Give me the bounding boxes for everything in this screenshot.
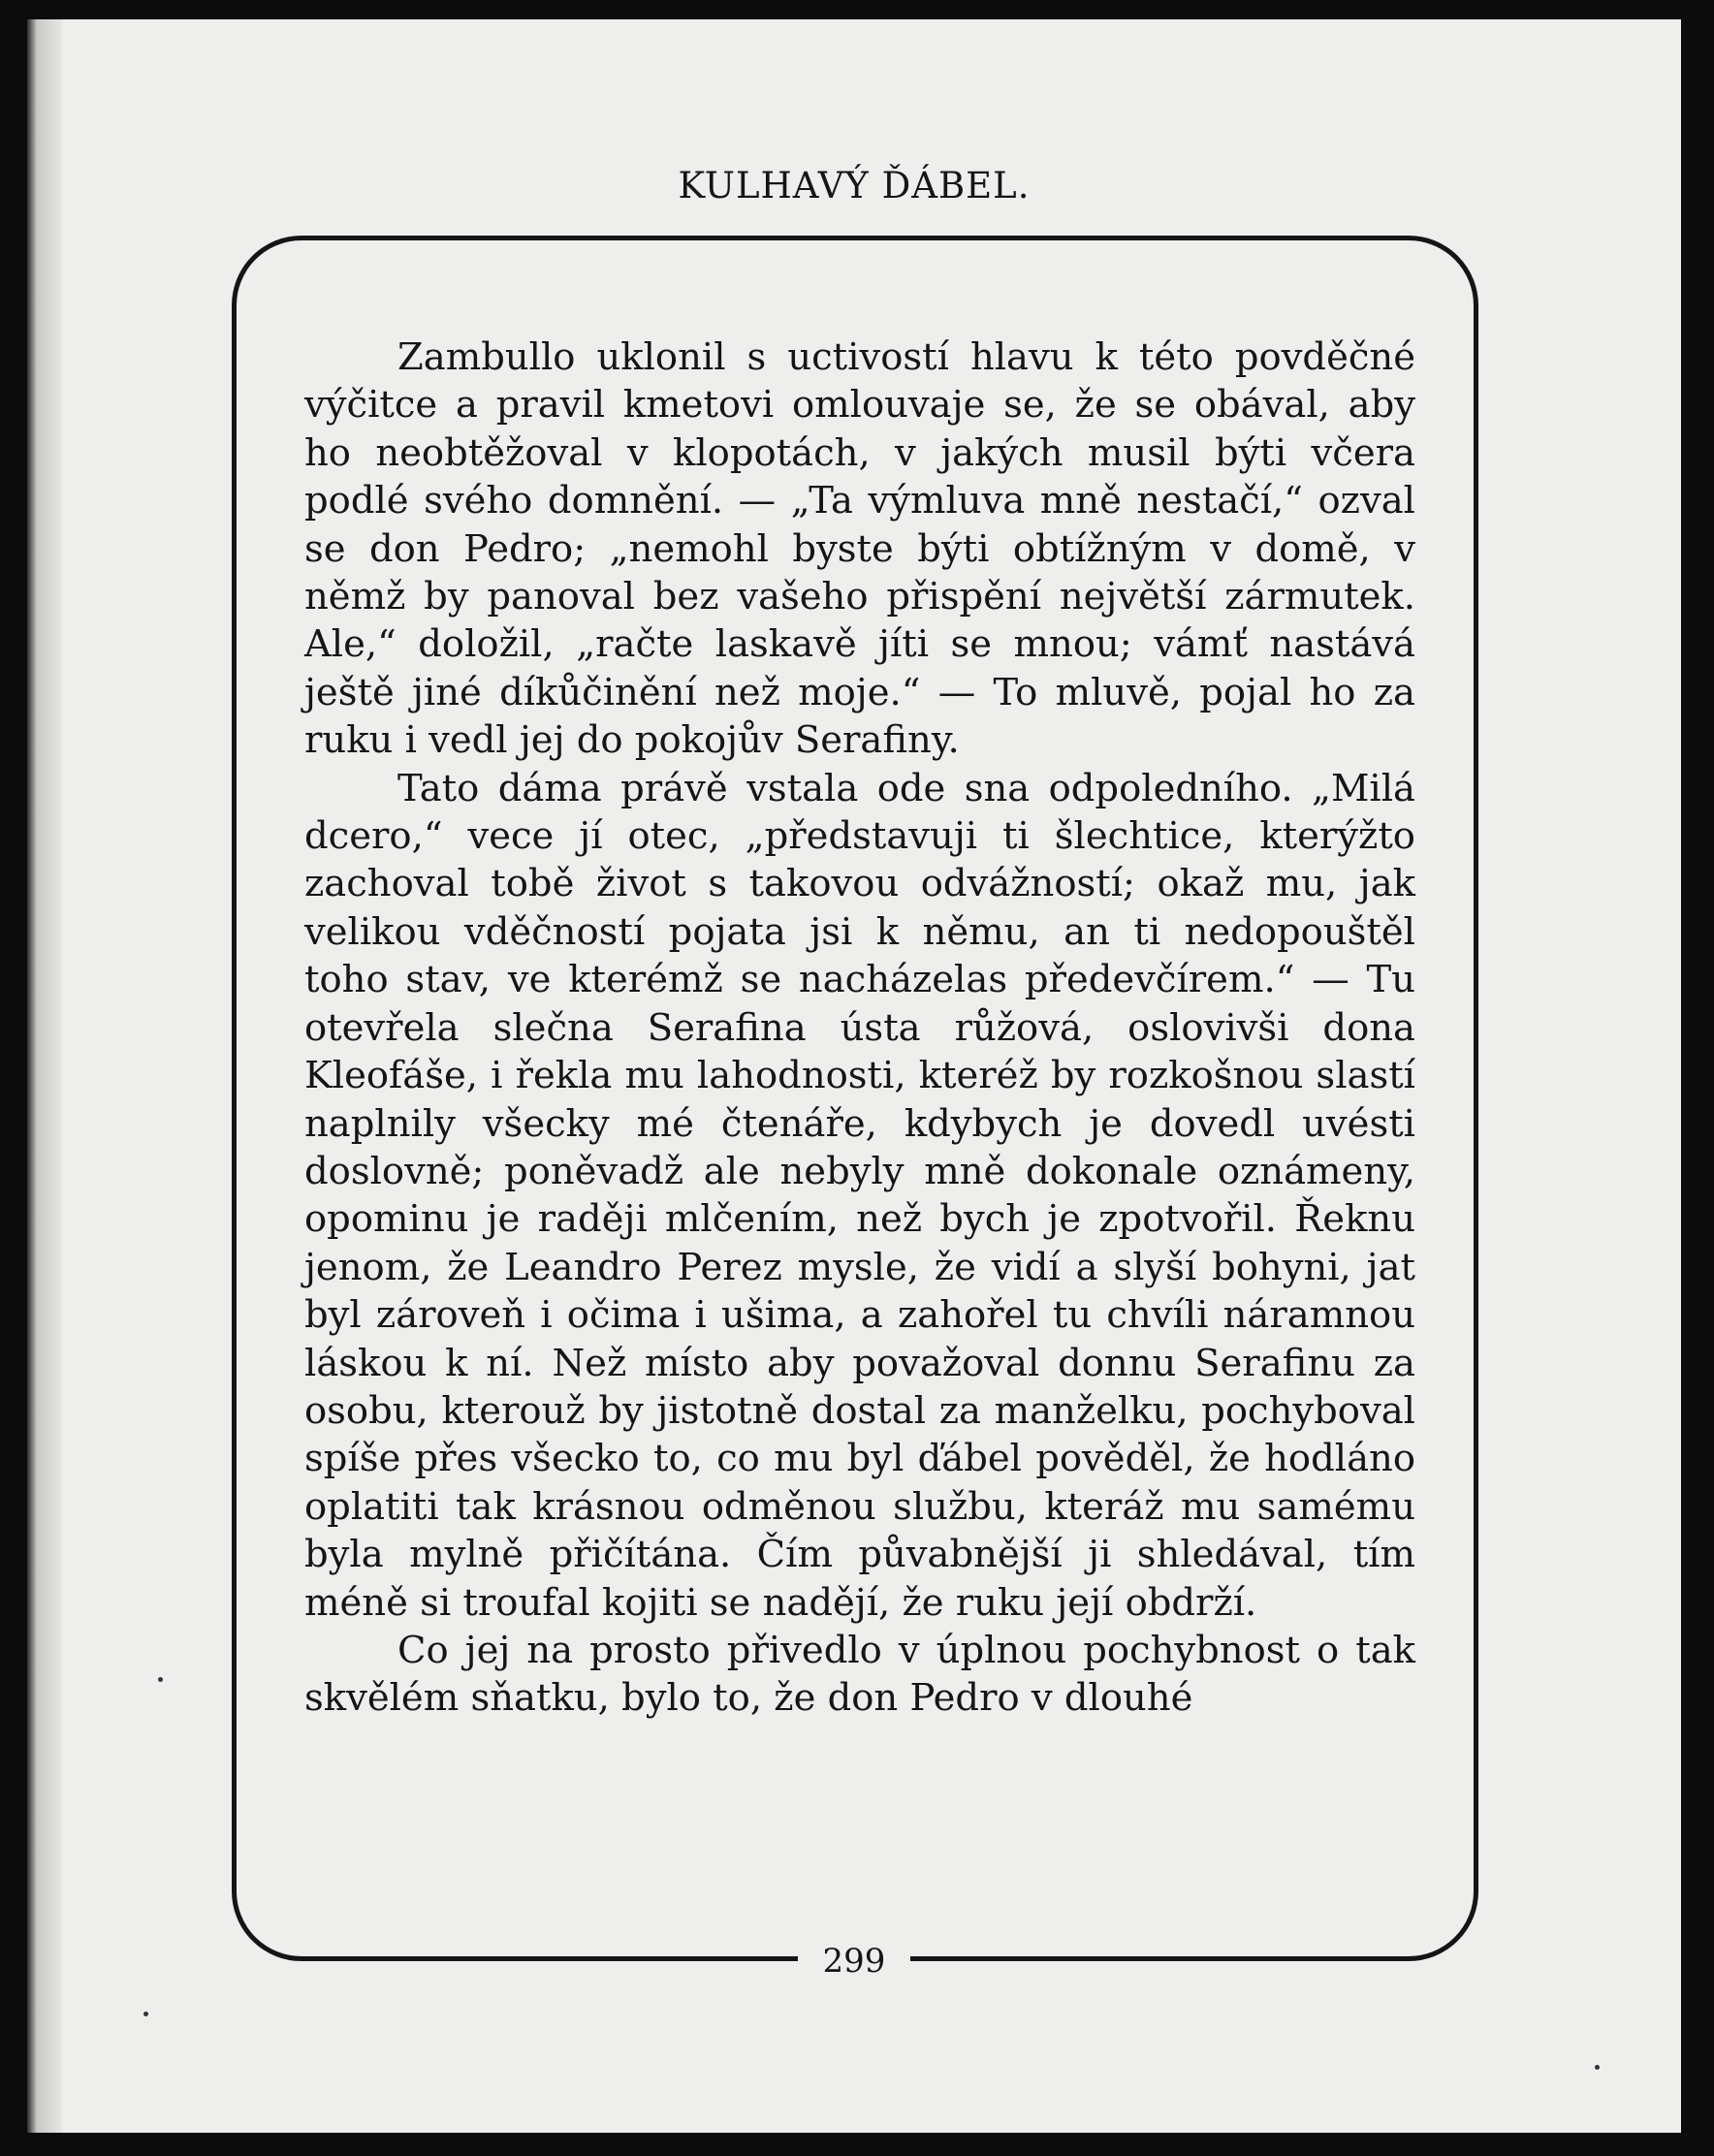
book-page xyxy=(27,19,1681,2133)
body-text xyxy=(304,333,1415,1723)
page-gutter-shadow xyxy=(27,19,62,2133)
paragraph-2: Tato dáma právě vstala ode sna odpoledního. „Milá dcero,“ vece jí otec, „představuji ti šlechtice, kterýžto zachoval tobě život s takovou odvážností; okaž mu, jak velikou vděčností pojata jsi k němu, an ti nedopouštěl toho stav, ve kterémž se nacházelas předevčírem.“ — Tu otevřela slečna Serafina ústa růžová, oslovivši dona Kleofáše, i řekla mu lahodnosti, kteréž by rozkošnou slastí naplnily všecky mé čtenáře, kdybych je dovedl uvésti doslovně; poněvadž ale nebyly mně dokonale oznámeny, opominu je raději mlčením, než bych je zpotvořil. Řeknu jenom, že Leandro Perez mysle, že vidí a slyší bohyni, jat byl zároveň i očima i ušima, a zahořel tu chvíli náramnou láskou k ní. Než místo aby považoval donnu Serafinu za osobu, kterouž by jistotně dostal za manželku, pochyboval spíše přes všecko to, co mu byl ďábel pověděl, že hodláno oplatiti tak krásnou odměnou službu, kteráž mu samému byla mylně přičítána. Čím půvabnější ji shledával, tím méně si troufal kojiti se nadějí, že ruku její obdrží. xyxy=(304,766,1415,1625)
paragraph-3: Co jej na prosto přivedlo v úplnou pochybnost o tak skvělém sňatku, bylo to, že don Pedro v dlouhé xyxy=(304,1628,1415,1721)
page-number: 299 xyxy=(798,1934,911,1988)
paragraph-1: Zambullo uklonil s uctivostí hlavu k této povděčné výčitce a pravil kmetovi omlouvaje se, že se obával, aby ho neobtěžoval v klopotách, v jakých musil býti včera podlé svého domnění. — „Ta výmluva mně nestačí,“ ozval se don Pedro; „nemohl byste býti obtížným v domě, v němž by panoval bez vašeho přispění největší zármutek. Ale,“ doložil, „račte laskavě jíti se mnou; vámť nastává ještě jiné díkůčinění než moje.“ — To mluvě, pojal ho za ruku i vedl jej do pokojův Serafiny. xyxy=(304,335,1415,763)
page-number-container xyxy=(27,1934,1681,1988)
paper-speck xyxy=(1595,2065,1600,2070)
running-head: KULHAVÝ ĎÁBEL. xyxy=(678,165,1031,206)
paper-speck xyxy=(143,2012,148,2016)
paper-speck xyxy=(158,1677,163,1682)
